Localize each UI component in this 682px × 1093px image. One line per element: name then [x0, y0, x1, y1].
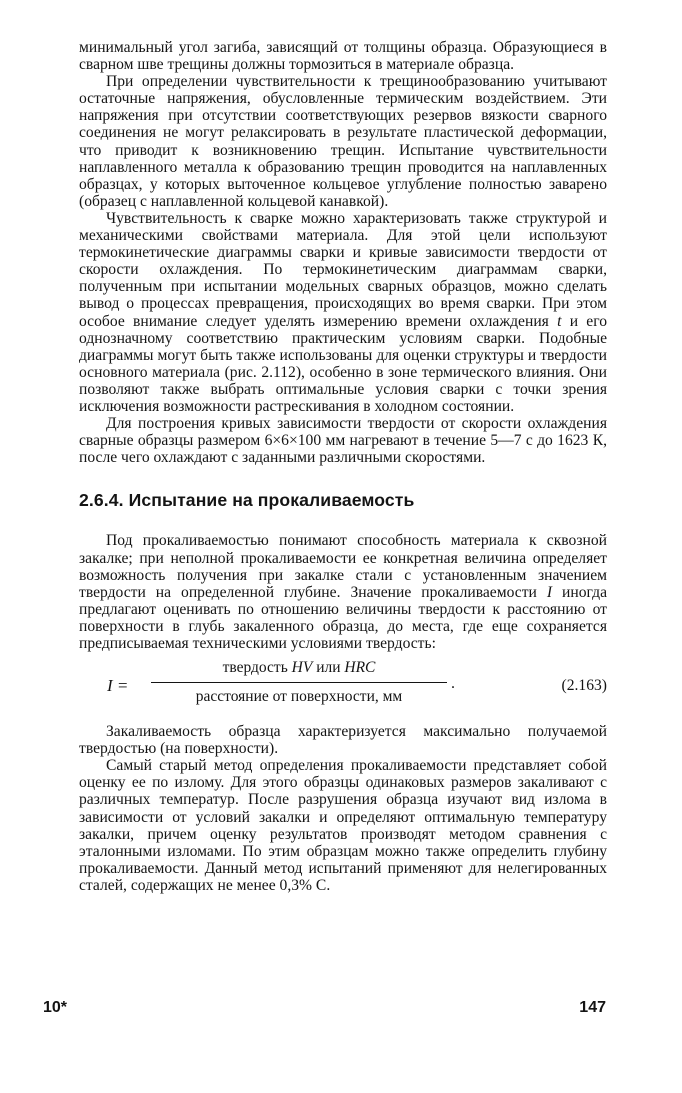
- paragraph: При определении чувствительности к трещинообразованию учитывают остаточные напряжения, обусловленные термическим воздействием. Эти напряжения при отсутствии соответствующих резервов вязкости сварного соединения не могут релаксировать в результате пластической деформации, что приводит к возникновению трещин. Испытание чувствительности наплавленного металла к образованию трещин проводится на наплавленных образцах, у которых выточенное кольцевое углубление полностью заварено (образец с наплавленной кольцевой канавкой).: [79, 73, 607, 210]
- paragraph: Для построения кривых зависимости твердости от скорости охлаждения сварные образцы размером 6×6×100 мм нагревают в течение 5—7 с до 1623 К, после чего охлаждают с заданными различными скоростями.: [79, 415, 607, 467]
- fraction-bar: [151, 682, 447, 683]
- paragraph-part: и его однозначному соответствию практическим условиям сварки. Подобные диаграммы могут быть также использованы для оценки структуры и твердости основного материала (рис. 2.112), особенно в зоне термического влияния. Они позволяют также выбрать оптимальные условия сварки с точки зрения исключения возможности растрескивания в холодном состоянии.: [79, 312, 607, 415]
- fraction-denominator: расстояние от поверхности, мм: [195, 688, 403, 706]
- equation-number: (2.163): [561, 677, 607, 695]
- signature-mark: 10*: [43, 999, 68, 1016]
- fraction: [151, 659, 447, 705]
- hv-symbol: HV: [291, 659, 313, 677]
- paragraph: Закаливаемость образца характеризуется максимально получаемой твердостью (на поверхности).: [79, 723, 607, 758]
- paragraph: минимальный угол загиба, зависящий от толщины образца. Образующиеся в сварном шве трещины должны тормозиться в материале образца.: [79, 39, 607, 74]
- hrc-symbol: HRC: [344, 659, 376, 677]
- numerator-word: твердость: [222, 659, 288, 677]
- page-number: 147: [579, 999, 606, 1016]
- equation-period: .: [451, 675, 455, 693]
- section-heading: 2.6.4. Испытание на прокаливаемость: [79, 490, 415, 511]
- body-text: [79, 39, 607, 894]
- numerator-or: или: [316, 659, 341, 677]
- paragraph: Самый старый метод определения прокаливаемости представляет собой оценку ее по излому. Для этого образцы одинаковых размеров закаливают с различных температур. После разрушения образца изучают вид излома в зависимости от условий закалки и определяют оптимальную температуру закалки, причем оценку результатов производят методом сравнения с эталонными изломами. По этим образцам можно также определить глубину прокаливаемости. Данный метод испытаний применяют для нелегированных сталей, содержащих не менее 0,3% С.: [79, 757, 607, 894]
- variable-t: t: [557, 312, 562, 330]
- paragraph-part: иногда предлагают оценивать по отношению величины твердости к расстоянию от поверхности в глубь закаленного образца, до места, где еще сохраняется предписываемая техническими условиями твердость:: [79, 583, 607, 652]
- paragraph-part: Под прокаливаемостью понимают способность материала к сквозной закалке; при неполной прокаливаемости ее конкретная величина определяет возможность получения при закалке стали с установленным значением твердости на определенной глубине. Значение прокаливаемости: [79, 532, 607, 601]
- fraction-numerator: [151, 659, 447, 681]
- paragraph-part: Чувствительность к сварке можно характеризовать также структурой и механическими свойствами материала. Для этой цели используют термокинетические диаграммы сварки и кривые зависимости твердости от скорости охлаждения. По термокинетическим диаграммам сварки, полученным при испытании модельных сварных образцов, можно сделать вывод о процессах превращения, происходящих во время сварки. При этом особое внимание следует уделять измерению времени охлаждения: [79, 209, 607, 330]
- equation: [79, 659, 607, 715]
- page-footer: [43, 999, 606, 1023]
- equation-lhs: I =: [107, 676, 129, 696]
- paragraph: [79, 532, 607, 652]
- paragraph: [79, 210, 607, 415]
- variable-I: I: [546, 583, 553, 601]
